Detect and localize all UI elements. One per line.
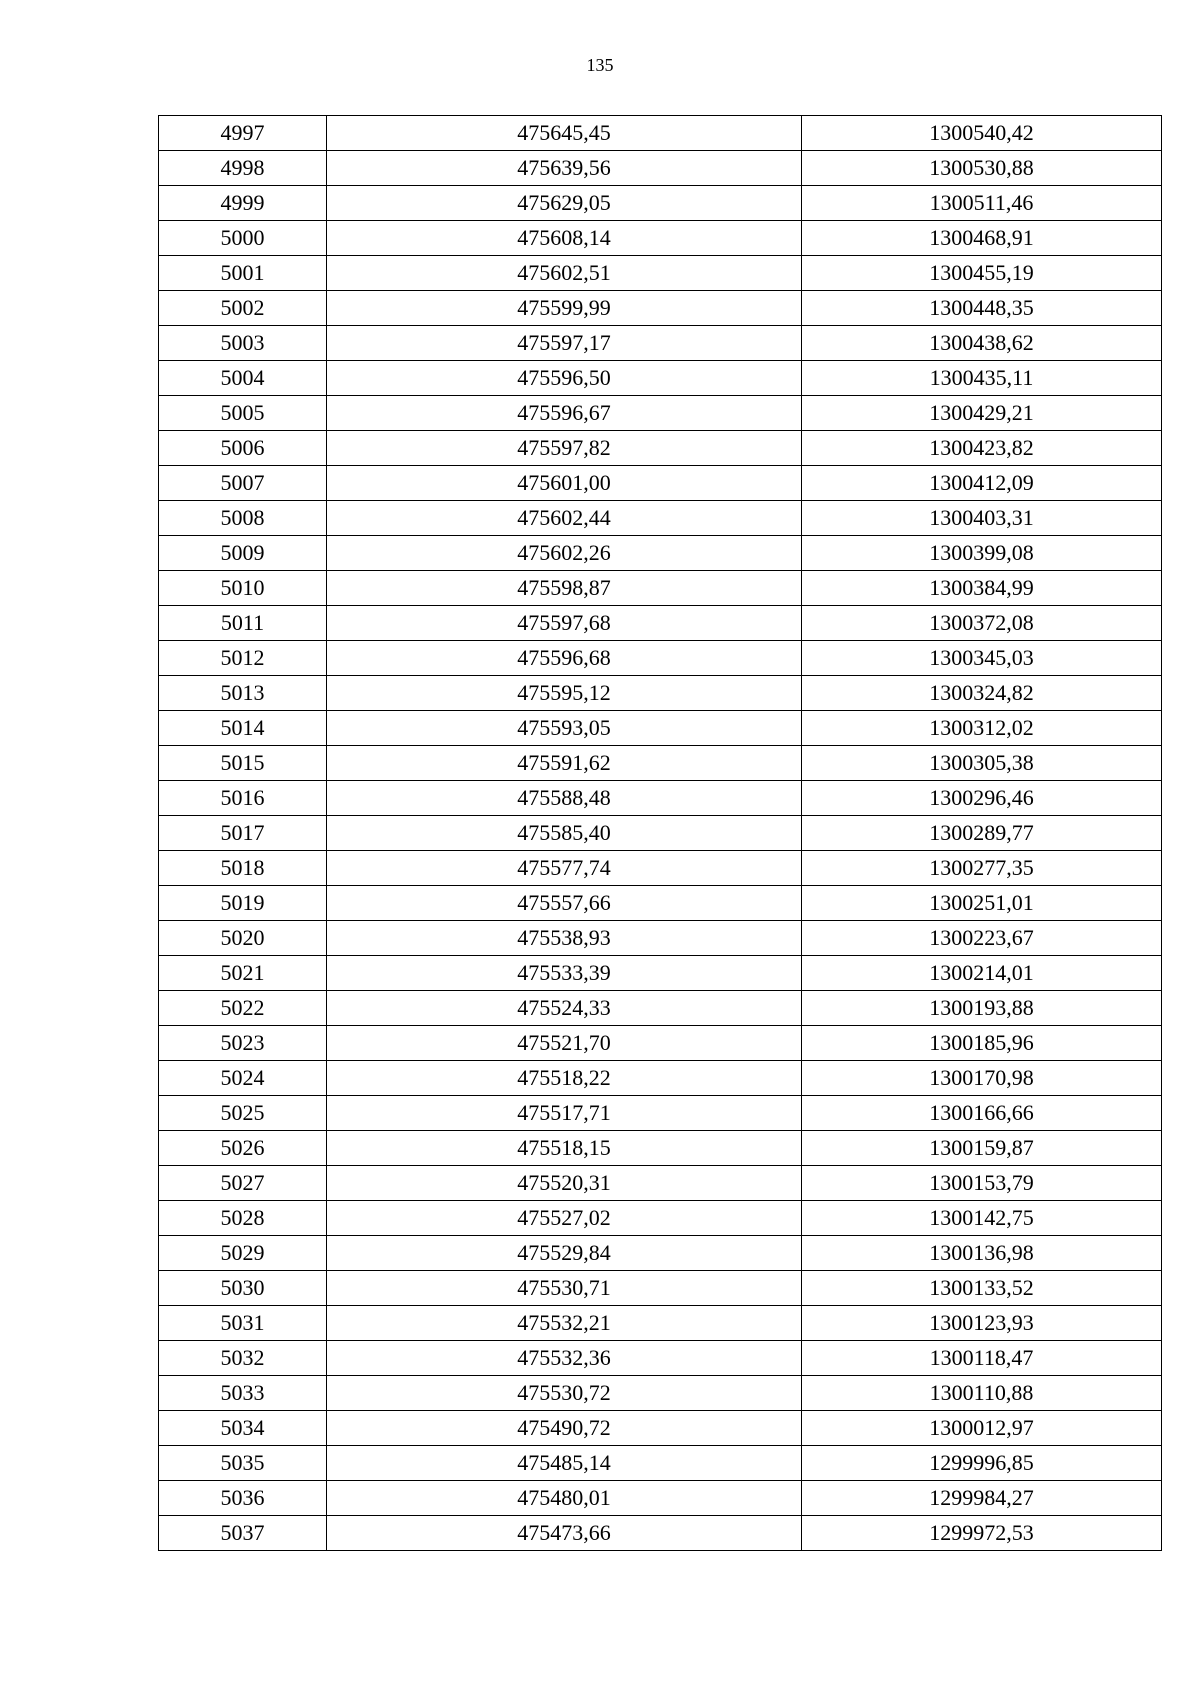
y-coordinate-cell: 1300136,98 — [802, 1236, 1162, 1271]
table-row — [159, 1026, 1162, 1061]
x-coordinate-cell: 475597,68 — [327, 606, 802, 641]
point-number-cell: 5002 — [159, 291, 327, 326]
x-coordinate-cell: 475577,74 — [327, 851, 802, 886]
table-row — [159, 606, 1162, 641]
table-row — [159, 1096, 1162, 1131]
table-row — [159, 886, 1162, 921]
point-number-cell: 5001 — [159, 256, 327, 291]
table-row — [159, 1411, 1162, 1446]
x-coordinate-cell: 475533,39 — [327, 956, 802, 991]
table-row — [159, 851, 1162, 886]
y-coordinate-cell: 1300511,46 — [802, 186, 1162, 221]
y-coordinate-cell: 1300251,01 — [802, 886, 1162, 921]
point-number-cell: 5003 — [159, 326, 327, 361]
x-coordinate-cell: 475597,82 — [327, 431, 802, 466]
table-row — [159, 921, 1162, 956]
x-coordinate-cell: 475597,17 — [327, 326, 802, 361]
x-coordinate-cell: 475608,14 — [327, 221, 802, 256]
y-coordinate-cell: 1300312,02 — [802, 711, 1162, 746]
x-coordinate-cell: 475602,26 — [327, 536, 802, 571]
y-coordinate-cell: 1300399,08 — [802, 536, 1162, 571]
y-coordinate-cell: 1300448,35 — [802, 291, 1162, 326]
x-coordinate-cell: 475596,50 — [327, 361, 802, 396]
table-row — [159, 1201, 1162, 1236]
point-number-cell: 5025 — [159, 1096, 327, 1131]
table-row — [159, 116, 1162, 151]
point-number-cell: 5026 — [159, 1131, 327, 1166]
y-coordinate-cell: 1300123,93 — [802, 1306, 1162, 1341]
table-row — [159, 956, 1162, 991]
point-number-cell: 5012 — [159, 641, 327, 676]
point-number-cell: 5022 — [159, 991, 327, 1026]
table-row — [159, 361, 1162, 396]
point-number-cell: 5030 — [159, 1271, 327, 1306]
point-number-cell: 5000 — [159, 221, 327, 256]
table-row — [159, 781, 1162, 816]
x-coordinate-cell: 475601,00 — [327, 466, 802, 501]
table-row — [159, 151, 1162, 186]
x-coordinate-cell: 475520,31 — [327, 1166, 802, 1201]
table-row — [159, 711, 1162, 746]
y-coordinate-cell: 1300214,01 — [802, 956, 1162, 991]
table-row — [159, 641, 1162, 676]
point-number-cell: 5029 — [159, 1236, 327, 1271]
point-number-cell: 5017 — [159, 816, 327, 851]
y-coordinate-cell: 1300435,11 — [802, 361, 1162, 396]
x-coordinate-cell: 475518,15 — [327, 1131, 802, 1166]
y-coordinate-cell: 1300305,38 — [802, 746, 1162, 781]
x-coordinate-cell: 475524,33 — [327, 991, 802, 1026]
table-row — [159, 816, 1162, 851]
point-number-cell: 5034 — [159, 1411, 327, 1446]
page-number: 135 — [586, 55, 614, 75]
y-coordinate-cell: 1300372,08 — [802, 606, 1162, 641]
point-number-cell: 5006 — [159, 431, 327, 466]
table-row — [159, 1376, 1162, 1411]
y-coordinate-cell: 1300159,87 — [802, 1131, 1162, 1166]
point-number-cell: 5027 — [159, 1166, 327, 1201]
point-number-cell: 4998 — [159, 151, 327, 186]
x-coordinate-cell: 475530,71 — [327, 1271, 802, 1306]
y-coordinate-cell: 1300540,42 — [802, 116, 1162, 151]
x-coordinate-cell: 475538,93 — [327, 921, 802, 956]
y-coordinate-cell: 1300110,88 — [802, 1376, 1162, 1411]
point-number-cell: 5036 — [159, 1481, 327, 1516]
point-number-cell: 5008 — [159, 501, 327, 536]
point-number-cell: 4997 — [159, 116, 327, 151]
y-coordinate-cell: 1300142,75 — [802, 1201, 1162, 1236]
y-coordinate-cell: 1300223,67 — [802, 921, 1162, 956]
table-row — [159, 256, 1162, 291]
table-row — [159, 1446, 1162, 1481]
table-row — [159, 1306, 1162, 1341]
point-number-cell: 5005 — [159, 396, 327, 431]
y-coordinate-cell: 1300423,82 — [802, 431, 1162, 466]
x-coordinate-cell: 475629,05 — [327, 186, 802, 221]
table-row — [159, 536, 1162, 571]
table-row — [159, 1481, 1162, 1516]
table-row — [159, 1236, 1162, 1271]
y-coordinate-cell: 1300289,77 — [802, 816, 1162, 851]
x-coordinate-cell: 475521,70 — [327, 1026, 802, 1061]
point-number-cell: 5011 — [159, 606, 327, 641]
y-coordinate-cell: 1300185,96 — [802, 1026, 1162, 1061]
x-coordinate-cell: 475596,67 — [327, 396, 802, 431]
y-coordinate-cell: 1300170,98 — [802, 1061, 1162, 1096]
y-coordinate-cell: 1300345,03 — [802, 641, 1162, 676]
table-row — [159, 291, 1162, 326]
point-number-cell: 4999 — [159, 186, 327, 221]
y-coordinate-cell: 1300277,35 — [802, 851, 1162, 886]
y-coordinate-cell: 1299984,27 — [802, 1481, 1162, 1516]
x-coordinate-cell: 475599,99 — [327, 291, 802, 326]
y-coordinate-cell: 1299972,53 — [802, 1516, 1162, 1551]
point-number-cell: 5021 — [159, 956, 327, 991]
x-coordinate-cell: 475585,40 — [327, 816, 802, 851]
x-coordinate-cell: 475598,87 — [327, 571, 802, 606]
table-row — [159, 221, 1162, 256]
x-coordinate-cell: 475532,21 — [327, 1306, 802, 1341]
table-row — [159, 1166, 1162, 1201]
x-coordinate-cell: 475593,05 — [327, 711, 802, 746]
x-coordinate-cell: 475517,71 — [327, 1096, 802, 1131]
y-coordinate-cell: 1300012,97 — [802, 1411, 1162, 1446]
x-coordinate-cell: 475529,84 — [327, 1236, 802, 1271]
y-coordinate-cell: 1299996,85 — [802, 1446, 1162, 1481]
x-coordinate-cell: 475639,56 — [327, 151, 802, 186]
table-row — [159, 326, 1162, 361]
x-coordinate-cell: 475557,66 — [327, 886, 802, 921]
y-coordinate-cell: 1300403,31 — [802, 501, 1162, 536]
point-number-cell: 5009 — [159, 536, 327, 571]
table-row — [159, 991, 1162, 1026]
x-coordinate-cell: 475645,45 — [327, 116, 802, 151]
x-coordinate-cell: 475532,36 — [327, 1341, 802, 1376]
point-number-cell: 5032 — [159, 1341, 327, 1376]
table-row — [159, 466, 1162, 501]
table-row — [159, 501, 1162, 536]
x-coordinate-cell: 475530,72 — [327, 1376, 802, 1411]
y-coordinate-cell: 1300384,99 — [802, 571, 1162, 606]
y-coordinate-cell: 1300455,19 — [802, 256, 1162, 291]
x-coordinate-cell: 475480,01 — [327, 1481, 802, 1516]
table-row — [159, 1131, 1162, 1166]
table-row — [159, 746, 1162, 781]
point-number-cell: 5004 — [159, 361, 327, 396]
coordinates-table-body — [159, 116, 1162, 1551]
x-coordinate-cell: 475602,44 — [327, 501, 802, 536]
point-number-cell: 5028 — [159, 1201, 327, 1236]
x-coordinate-cell: 475596,68 — [327, 641, 802, 676]
point-number-cell: 5023 — [159, 1026, 327, 1061]
table-row — [159, 571, 1162, 606]
y-coordinate-cell: 1300429,21 — [802, 396, 1162, 431]
table-row — [159, 1061, 1162, 1096]
point-number-cell: 5013 — [159, 676, 327, 711]
y-coordinate-cell: 1300468,91 — [802, 221, 1162, 256]
point-number-cell: 5024 — [159, 1061, 327, 1096]
x-coordinate-cell: 475591,62 — [327, 746, 802, 781]
y-coordinate-cell: 1300193,88 — [802, 991, 1162, 1026]
y-coordinate-cell: 1300166,66 — [802, 1096, 1162, 1131]
table-row — [159, 1271, 1162, 1306]
point-number-cell: 5033 — [159, 1376, 327, 1411]
table-row — [159, 1341, 1162, 1376]
table-row — [159, 676, 1162, 711]
point-number-cell: 5020 — [159, 921, 327, 956]
point-number-cell: 5016 — [159, 781, 327, 816]
y-coordinate-cell: 1300153,79 — [802, 1166, 1162, 1201]
y-coordinate-cell: 1300412,09 — [802, 466, 1162, 501]
table-row — [159, 396, 1162, 431]
table-row — [159, 1516, 1162, 1551]
point-number-cell: 5018 — [159, 851, 327, 886]
y-coordinate-cell: 1300296,46 — [802, 781, 1162, 816]
y-coordinate-cell: 1300438,62 — [802, 326, 1162, 361]
x-coordinate-cell: 475602,51 — [327, 256, 802, 291]
y-coordinate-cell: 1300324,82 — [802, 676, 1162, 711]
y-coordinate-cell: 1300133,52 — [802, 1271, 1162, 1306]
point-number-cell: 5007 — [159, 466, 327, 501]
table-row — [159, 431, 1162, 466]
point-number-cell: 5015 — [159, 746, 327, 781]
coordinates-table — [158, 115, 1162, 1551]
x-coordinate-cell: 475490,72 — [327, 1411, 802, 1446]
x-coordinate-cell: 475485,14 — [327, 1446, 802, 1481]
point-number-cell: 5031 — [159, 1306, 327, 1341]
table-row — [159, 186, 1162, 221]
point-number-cell: 5037 — [159, 1516, 327, 1551]
x-coordinate-cell: 475588,48 — [327, 781, 802, 816]
point-number-cell: 5014 — [159, 711, 327, 746]
x-coordinate-cell: 475527,02 — [327, 1201, 802, 1236]
x-coordinate-cell: 475518,22 — [327, 1061, 802, 1096]
point-number-cell: 5035 — [159, 1446, 327, 1481]
x-coordinate-cell: 475595,12 — [327, 676, 802, 711]
y-coordinate-cell: 1300118,47 — [802, 1341, 1162, 1376]
y-coordinate-cell: 1300530,88 — [802, 151, 1162, 186]
x-coordinate-cell: 475473,66 — [327, 1516, 802, 1551]
point-number-cell: 5010 — [159, 571, 327, 606]
point-number-cell: 5019 — [159, 886, 327, 921]
